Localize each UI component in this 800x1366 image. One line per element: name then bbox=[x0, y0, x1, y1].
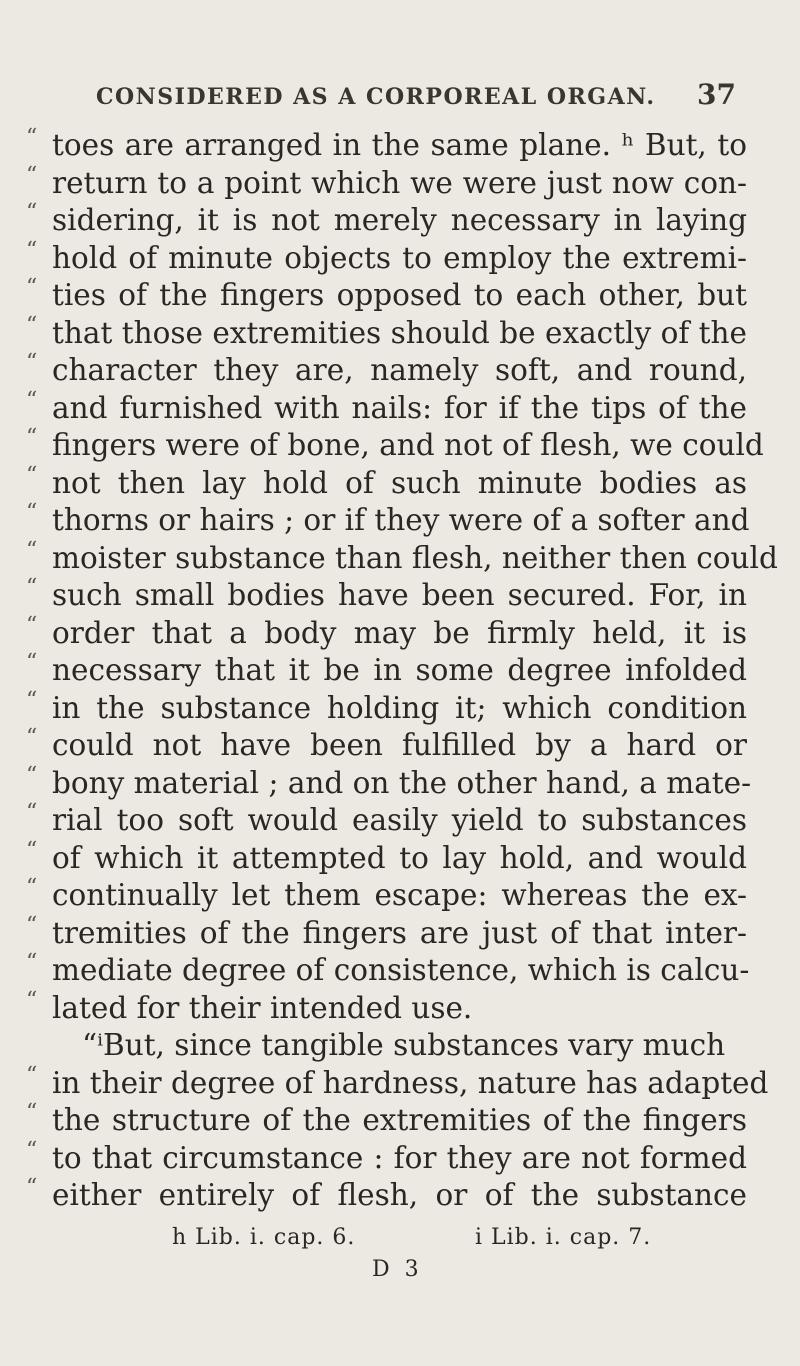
text-line bbox=[0, 687, 800, 728]
line-text: thorns or hairs ; or if they were of a softer and bbox=[52, 503, 750, 537]
text-line bbox=[0, 762, 800, 803]
quote-mark: “ bbox=[26, 950, 38, 975]
text-line bbox=[0, 577, 800, 615]
quote-mark: “ bbox=[26, 387, 38, 413]
line-text: necessary that it be in some degree infolded bbox=[52, 653, 747, 687]
text-line bbox=[0, 1177, 800, 1215]
quote-mark: “ bbox=[26, 875, 38, 900]
text-line bbox=[0, 427, 800, 465]
line-text: return to a point which we were just now con- bbox=[52, 165, 747, 200]
text-line bbox=[0, 537, 800, 578]
footnote-h: h Lib. i. cap. 6. bbox=[172, 1225, 356, 1250]
quote-mark: “ bbox=[26, 350, 38, 375]
text-line bbox=[0, 952, 800, 990]
text-line bbox=[0, 352, 800, 390]
quote-mark: “ bbox=[26, 125, 38, 150]
text-line bbox=[0, 1062, 800, 1103]
quote-mark: “ bbox=[26, 1137, 38, 1163]
quote-mark: “ bbox=[26, 837, 38, 863]
quote-mark: “ bbox=[26, 312, 38, 338]
line-text: lated for their intended use. bbox=[52, 990, 473, 1025]
quote-mark: “ bbox=[26, 462, 38, 488]
quote-mark: “ bbox=[26, 275, 38, 300]
quote-mark: “ bbox=[26, 237, 38, 263]
text-line bbox=[0, 1137, 800, 1178]
line-text: tremities of the fingers are just of that inter- bbox=[52, 915, 747, 950]
quote-mark: “ bbox=[26, 575, 38, 600]
line-text: sidering, it is not merely necessary in laying bbox=[52, 203, 747, 237]
line-text: hold of minute objects to employ the extremi- bbox=[52, 240, 747, 275]
quote-mark: “ bbox=[26, 500, 38, 525]
text-line bbox=[0, 727, 800, 765]
text-line bbox=[0, 312, 800, 353]
quote-mark: “ bbox=[26, 1175, 38, 1200]
quote-mark: “ bbox=[26, 612, 38, 638]
quote-mark: “ bbox=[26, 800, 38, 825]
text-line bbox=[0, 1102, 800, 1140]
text-line bbox=[0, 237, 800, 278]
text-line bbox=[0, 612, 800, 653]
line-text: bony material ; and on the other hand, a mate- bbox=[52, 765, 752, 800]
text-line bbox=[0, 837, 800, 878]
line-text: in the substance holding it; which condition bbox=[52, 690, 747, 725]
quote-mark: “ bbox=[26, 762, 38, 788]
line-text: and furnished with nails: for if the tips of the bbox=[52, 390, 747, 425]
line-text: the structure of the extremities of the fingers bbox=[52, 1103, 747, 1137]
line-text: either entirely of flesh, or of the substance bbox=[52, 1178, 747, 1212]
running-head: CONSIDERED AS A CORPOREAL ORGAN. bbox=[96, 84, 656, 110]
line-text: could not have been fulfilled by a hard or bbox=[52, 728, 747, 762]
quote-mark: “ bbox=[26, 200, 38, 225]
line-text: continually let them escape: whereas the ex- bbox=[52, 878, 747, 912]
quote-mark: “ bbox=[26, 1100, 38, 1125]
line-text: rial too soft would easily yield to substances bbox=[52, 803, 747, 837]
line-text: that those extremities should be exactly of the bbox=[52, 315, 747, 350]
text-line bbox=[0, 652, 800, 690]
line-text: of which it attempted to lay hold, and would bbox=[52, 840, 747, 875]
line-text: such small bodies have been secured. For, in bbox=[52, 578, 747, 612]
quote-mark: “ bbox=[26, 912, 38, 938]
text-line bbox=[0, 877, 800, 915]
text-line bbox=[0, 802, 800, 840]
page-number: 37 bbox=[697, 78, 736, 111]
signature-mark: D 3 bbox=[372, 1257, 423, 1282]
page-header bbox=[96, 78, 736, 118]
text-line bbox=[0, 987, 800, 1028]
text-line bbox=[0, 277, 800, 315]
text-line bbox=[0, 502, 800, 540]
quote-mark: “ bbox=[26, 537, 38, 563]
quote-mark: “ bbox=[26, 425, 38, 450]
line-text: fingers were of bone, and not of flesh, we could bbox=[52, 428, 764, 462]
quote-mark: “ bbox=[26, 725, 38, 750]
text-line bbox=[0, 127, 800, 165]
text-line bbox=[0, 912, 800, 953]
line-text: “ⁱBut, since tangible substances vary much bbox=[82, 1028, 726, 1062]
text-line bbox=[0, 387, 800, 428]
line-text: character they are, namely soft, and round, bbox=[52, 353, 747, 387]
line-text: ties of the fingers opposed to each other, but bbox=[52, 278, 747, 312]
quote-mark: “ bbox=[26, 650, 38, 675]
line-text: in their degree of hardness, nature has adapted bbox=[52, 1065, 769, 1100]
text-line bbox=[0, 162, 800, 203]
quote-mark: “ bbox=[26, 987, 38, 1013]
text-line bbox=[0, 462, 800, 503]
line-text: to that circumstance : for they are not formed bbox=[52, 1140, 747, 1175]
quote-mark: “ bbox=[26, 162, 38, 188]
text-line bbox=[0, 1027, 800, 1065]
body-text bbox=[0, 127, 800, 1215]
line-text: toes are arranged in the same plane. ʰ But, to bbox=[52, 128, 747, 162]
footnote-i: i Lib. i. cap. 7. bbox=[475, 1225, 652, 1250]
quote-mark: “ bbox=[26, 1062, 38, 1088]
text-line bbox=[0, 202, 800, 240]
line-text: not then lay hold of such minute bodies as bbox=[52, 465, 747, 500]
line-text: mediate degree of consistence, which is calcu- bbox=[52, 953, 750, 987]
quote-mark: “ bbox=[26, 687, 38, 713]
line-text: order that a body may be firmly held, it is bbox=[52, 615, 747, 650]
line-text: moister substance than flesh, neither then could bbox=[52, 540, 778, 575]
